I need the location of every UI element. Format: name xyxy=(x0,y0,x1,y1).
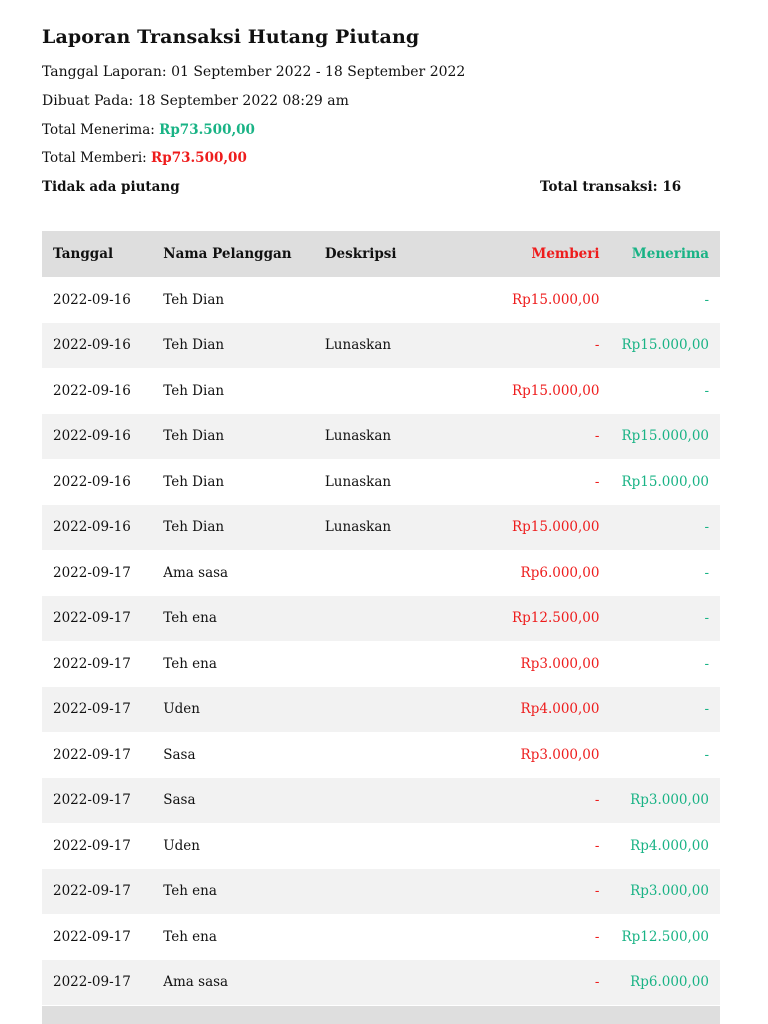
cell-give: Rp6.000,00 xyxy=(520,564,600,581)
created-value: 18 September 2022 08:29 am xyxy=(137,93,349,109)
cell-description xyxy=(314,914,443,960)
cell-give: - xyxy=(594,792,600,809)
cell-name: Ama sasa xyxy=(163,564,229,581)
cell-description: Lunaskan xyxy=(324,428,392,445)
cell-date: 2022-09-17 xyxy=(53,837,131,854)
cell-give: - xyxy=(594,473,600,490)
cell-date: 2022-09-17 xyxy=(53,610,131,627)
cell-description: Lunaskan xyxy=(324,337,392,354)
cell-description xyxy=(314,550,443,596)
table-row xyxy=(42,550,720,596)
table-row xyxy=(42,596,720,642)
cell-give: - xyxy=(594,928,600,945)
table-row xyxy=(42,641,720,687)
cell-receive: - xyxy=(704,746,709,763)
cell-description xyxy=(314,277,443,323)
table-row xyxy=(42,277,720,323)
table-row xyxy=(42,914,720,960)
cell-name: Uden xyxy=(163,837,200,854)
cell-name: Teh Dian xyxy=(163,291,225,308)
total-transactions: Total transaksi: 16 xyxy=(540,179,682,195)
table-body xyxy=(42,277,720,1005)
cell-description xyxy=(314,869,443,915)
cell-date: 2022-09-16 xyxy=(53,337,131,354)
table-row xyxy=(42,778,720,824)
cell-description: Lunaskan xyxy=(324,473,392,490)
cell-give: Rp15.000,00 xyxy=(511,519,600,536)
cell-name: Teh ena xyxy=(163,883,217,900)
cell-date: 2022-09-16 xyxy=(53,428,131,445)
cell-description xyxy=(314,732,443,778)
cell-name: Teh Dian xyxy=(163,337,225,354)
cell-description xyxy=(314,960,443,1006)
cell-description xyxy=(314,687,443,733)
header-name: Nama Pelanggan xyxy=(163,246,292,262)
table-row xyxy=(42,505,720,551)
header-receive: Menerima xyxy=(631,246,709,262)
table-header xyxy=(42,231,720,277)
cell-give: Rp15.000,00 xyxy=(511,291,600,308)
cell-name: Teh ena xyxy=(163,610,217,627)
cell-date: 2022-09-17 xyxy=(53,701,131,718)
cell-description xyxy=(314,368,443,414)
cell-description xyxy=(314,641,443,687)
cell-receive: - xyxy=(704,610,709,627)
cell-give: Rp3.000,00 xyxy=(520,746,600,763)
cell-give: - xyxy=(594,337,600,354)
cell-receive: Rp15.000,00 xyxy=(621,428,709,445)
cell-description xyxy=(314,778,443,824)
cell-date: 2022-09-17 xyxy=(53,928,131,945)
transactions-table xyxy=(42,231,720,1005)
cell-receive: - xyxy=(704,519,709,536)
cell-date: 2022-09-17 xyxy=(53,655,131,672)
cell-give: Rp3.000,00 xyxy=(520,655,600,672)
table-row xyxy=(42,869,720,915)
cell-name: Teh ena xyxy=(163,928,217,945)
header-date: Tanggal xyxy=(53,246,114,262)
no-receivable-note: Tidak ada piutang xyxy=(42,179,180,195)
cell-receive: - xyxy=(704,655,709,672)
cell-receive: Rp15.000,00 xyxy=(621,337,709,354)
total-receive-value: Rp73.500,00 xyxy=(159,122,255,138)
table-row xyxy=(42,823,720,869)
cell-name: Teh Dian xyxy=(163,473,225,490)
period-label: Tanggal Laporan: xyxy=(42,64,167,80)
cell-receive: Rp3.000,00 xyxy=(630,792,709,809)
cell-receive: - xyxy=(704,701,709,718)
header-give: Memberi xyxy=(531,246,600,262)
cell-receive: Rp4.000,00 xyxy=(630,837,709,854)
total-receive xyxy=(42,122,255,138)
table-row xyxy=(42,323,720,369)
cell-give: Rp15.000,00 xyxy=(511,382,600,399)
table-row xyxy=(42,459,720,505)
cell-name: Ama sasa xyxy=(163,974,229,991)
cell-description xyxy=(314,823,443,869)
cell-receive: Rp3.000,00 xyxy=(630,883,709,900)
cell-name: Teh Dian xyxy=(163,428,225,445)
cell-name: Sasa xyxy=(163,746,196,763)
report-created xyxy=(42,93,349,109)
cell-date: 2022-09-16 xyxy=(53,291,131,308)
table-row xyxy=(42,414,720,460)
cell-name: Teh Dian xyxy=(163,382,225,399)
cell-receive: - xyxy=(704,564,709,581)
table-header-row xyxy=(42,231,720,277)
cell-receive: - xyxy=(704,382,709,399)
total-give xyxy=(42,150,247,166)
report-title: Laporan Transaksi Hutang Piutang xyxy=(42,26,420,48)
header-description: Deskripsi xyxy=(324,246,397,262)
created-label: Dibuat Pada: xyxy=(42,93,134,109)
total-give-label: Total Memberi: xyxy=(42,150,147,166)
cell-give: - xyxy=(594,837,600,854)
cell-date: 2022-09-16 xyxy=(53,473,131,490)
table-row xyxy=(42,732,720,778)
cell-name: Sasa xyxy=(163,792,196,809)
table-row xyxy=(42,687,720,733)
cell-date: 2022-09-16 xyxy=(53,382,131,399)
cell-date: 2022-09-17 xyxy=(53,792,131,809)
cell-give: Rp12.500,00 xyxy=(511,610,600,627)
cell-date: 2022-09-17 xyxy=(53,746,131,763)
cell-date: 2022-09-17 xyxy=(53,564,131,581)
cell-give: - xyxy=(594,974,600,991)
period-value: 01 September 2022 - 18 September 2022 xyxy=(171,64,466,80)
cell-give: Rp4.000,00 xyxy=(520,701,600,718)
cell-give: - xyxy=(594,883,600,900)
cell-give: - xyxy=(594,428,600,445)
cell-description xyxy=(314,596,443,642)
table-row xyxy=(42,368,720,414)
cell-date: 2022-09-17 xyxy=(53,974,131,991)
cell-date: 2022-09-17 xyxy=(53,883,131,900)
cell-name: Teh Dian xyxy=(163,519,225,536)
cell-name: Teh ena xyxy=(163,655,217,672)
cell-description: Lunaskan xyxy=(324,519,392,536)
total-receive-label: Total Menerima: xyxy=(42,122,155,138)
cell-date: 2022-09-16 xyxy=(53,519,131,536)
table-row xyxy=(42,960,720,1006)
cell-name: Uden xyxy=(163,701,200,718)
cell-receive: Rp12.500,00 xyxy=(621,928,709,945)
cell-receive: Rp15.000,00 xyxy=(621,473,709,490)
report-period xyxy=(42,64,465,80)
total-give-value: Rp73.500,00 xyxy=(151,150,247,166)
cell-receive: - xyxy=(704,291,709,308)
table-footer-row xyxy=(42,1006,720,1024)
cell-receive: Rp6.000,00 xyxy=(630,974,709,991)
